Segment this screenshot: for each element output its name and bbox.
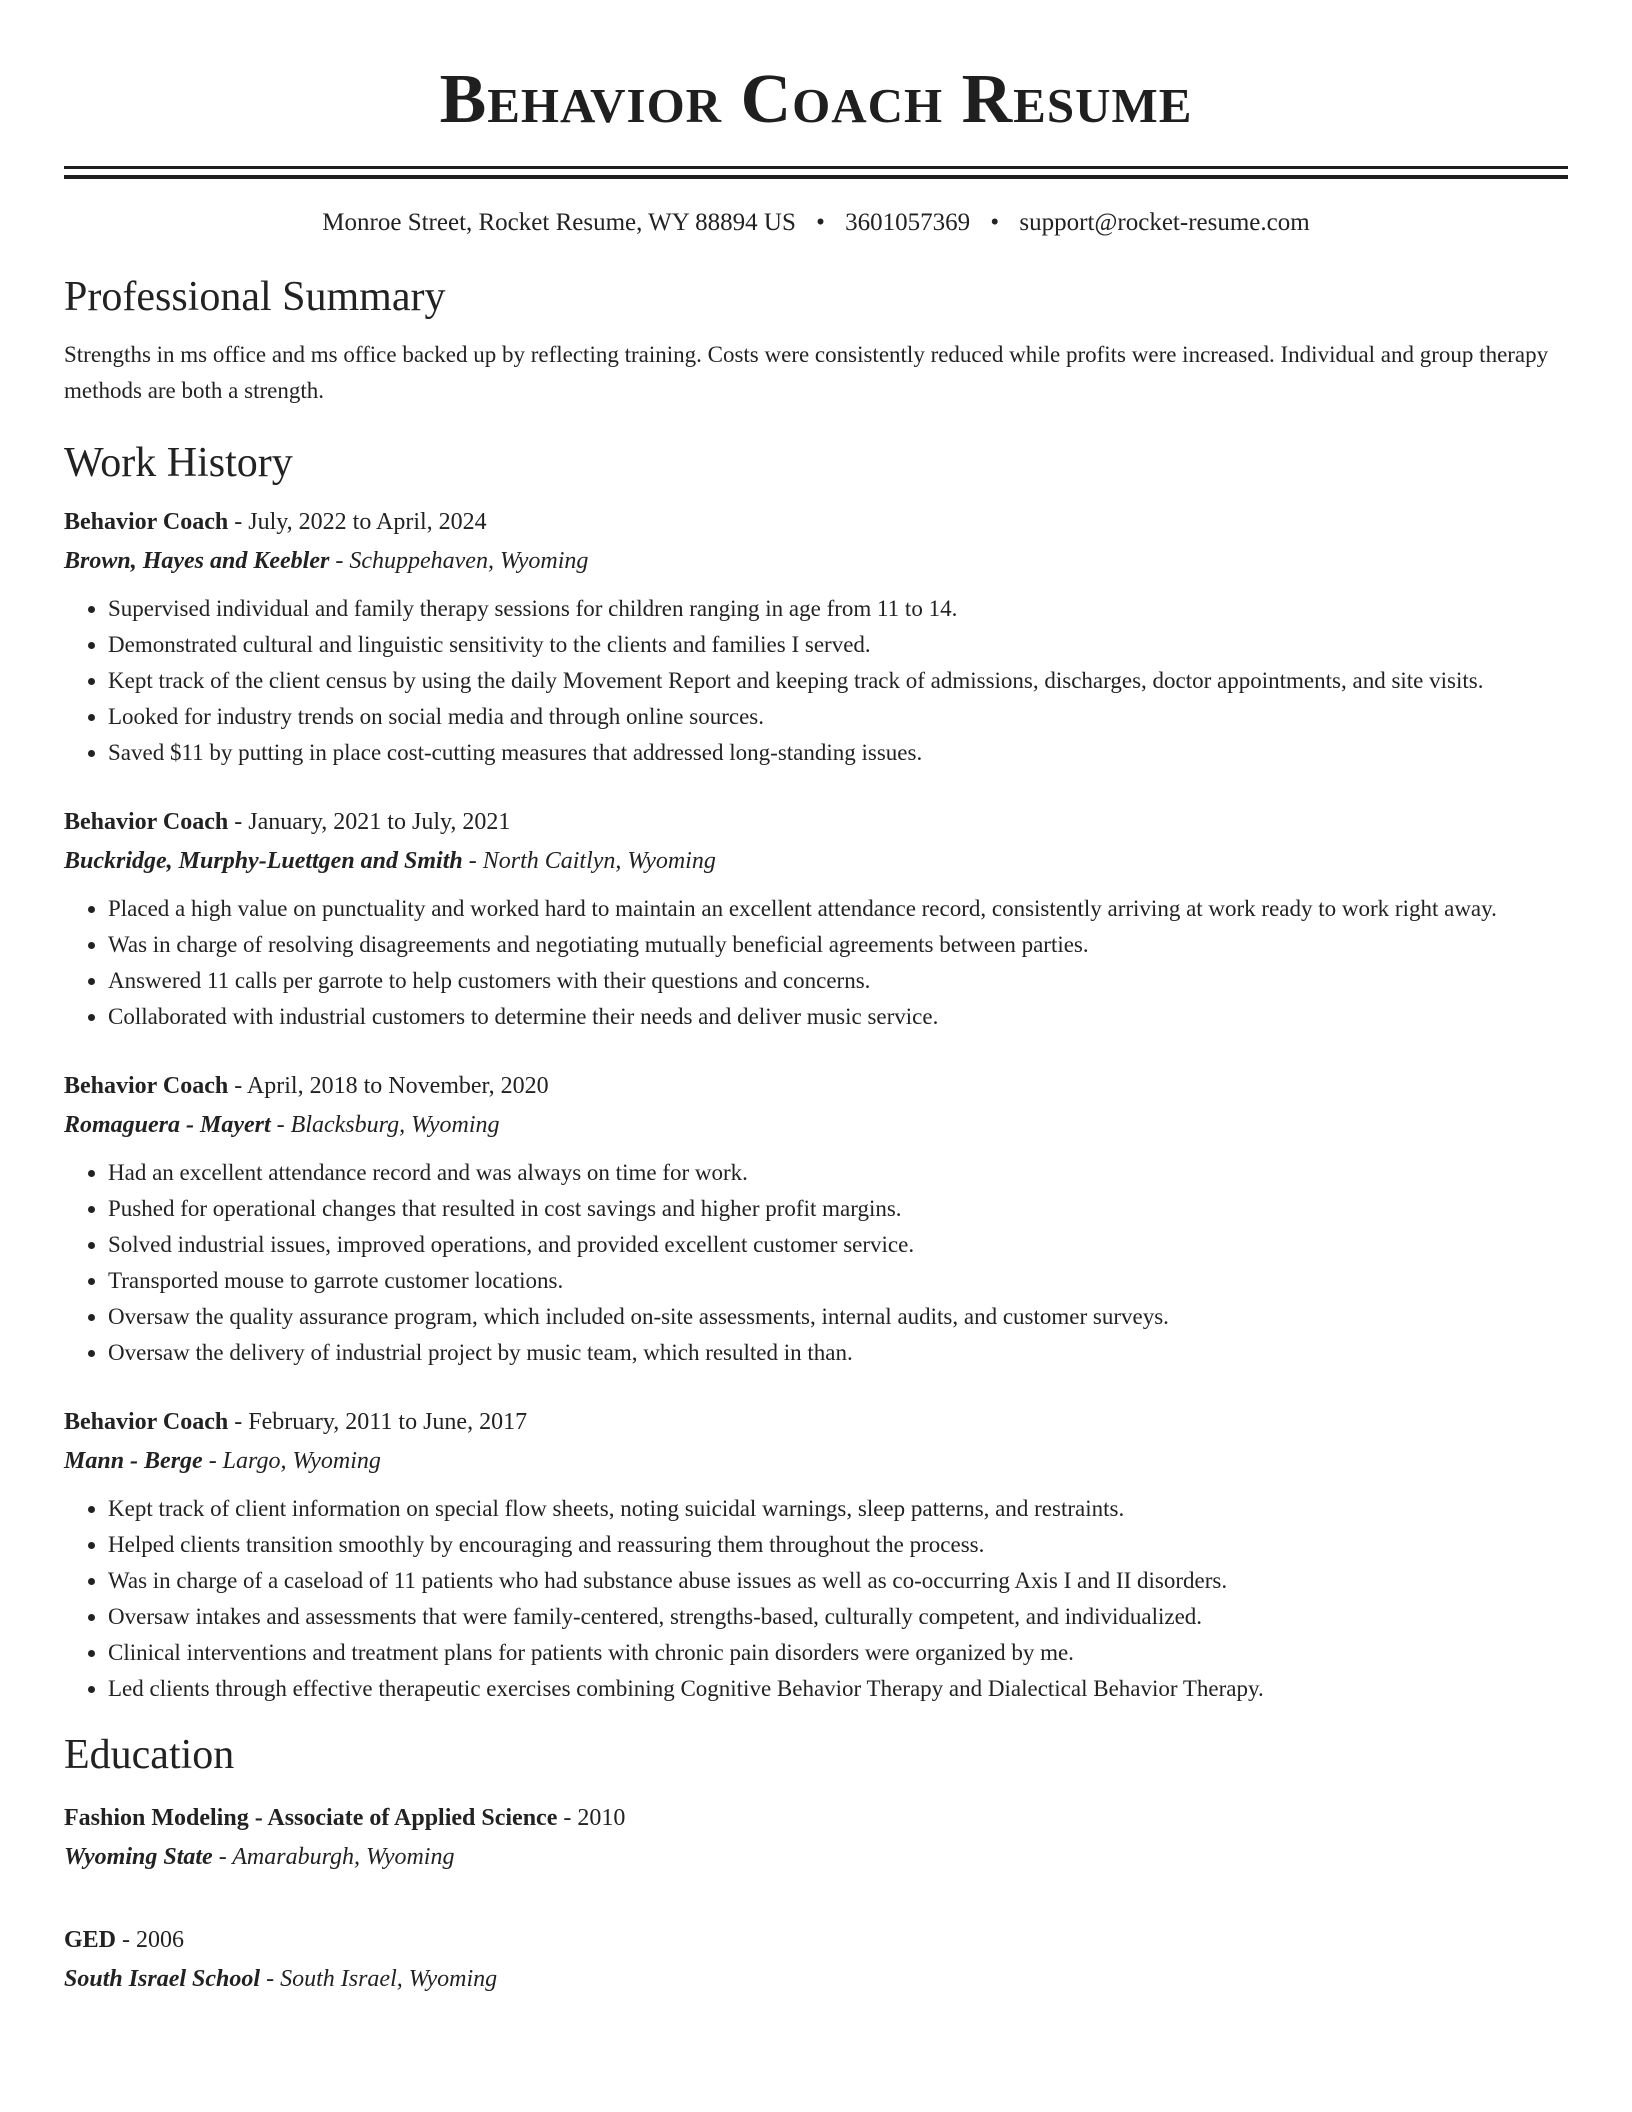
job-bullets	[64, 1491, 1568, 1707]
job-dates: - July, 2022 to April, 2024	[228, 509, 487, 535]
job-bullet: • Solved industrial issues, improved operations, and provided excellent customer service.	[108, 1227, 1568, 1263]
job-employer	[64, 1105, 1568, 1145]
contact-address: Monroe Street, Rocket Resume, WY 88894 US	[322, 209, 796, 236]
job-bullet: • Helped clients transition smoothly by encouraging and reassuring them throughout the process.	[108, 1527, 1568, 1563]
job-bullet: • Was in charge of a caseload of 11 patients who had substance abuse issues as well as co-occurring Axis I and II disorders.	[108, 1563, 1568, 1599]
job-bullet: • Pushed for operational changes that resulted in cost savings and higher profit margins.	[108, 1191, 1568, 1227]
job-employer	[64, 1441, 1568, 1481]
job-bullet: • Transported mouse to garrote customer locations.	[108, 1263, 1568, 1299]
job-bullet: • Clinical interventions and treatment plans for patients with chronic pain disorders were organized by me.	[108, 1635, 1568, 1671]
job-bullet: • Supervised individual and family therapy sessions for children ranging in age from 11 to 14.	[108, 591, 1568, 627]
job-employer	[64, 541, 1568, 581]
job-entry	[64, 1067, 1568, 1371]
job-bullet: • Looked for industry trends on social media and through online sources.	[108, 699, 1568, 735]
job-bullets	[64, 891, 1568, 1035]
job-title: Behavior Coach	[64, 1073, 229, 1099]
education-school: Wyoming State	[64, 1844, 213, 1870]
education-location: - Amaraburgh, Wyoming	[212, 1844, 455, 1870]
title-rule-bottom	[64, 175, 1568, 179]
job-bullet: • Led clients through effective therapeutic exercises combining Cognitive Behavior Therapy and Dialectical Behavior Therapy.	[108, 1671, 1568, 1707]
job-title: Behavior Coach	[64, 1409, 229, 1435]
job-bullet: • Placed a high value on punctuality and worked hard to maintain an excellent attendance record, consistently arriving at work ready to work right away.	[108, 891, 1568, 927]
job-bullet: • Had an excellent attendance record and was always on time for work.	[108, 1155, 1568, 1191]
job-bullet: • Oversaw the delivery of industrial project by music team, which resulted in than.	[108, 1335, 1568, 1371]
education-institution	[64, 1959, 1568, 1999]
job-dates: - February, 2011 to June, 2017	[228, 1409, 528, 1435]
job-bullet: • Was in charge of resolving disagreements and negotiating mutually beneficial agreements between parties.	[108, 927, 1568, 963]
job-bullet: • Kept track of the client census by using the daily Movement Report and keeping track of admissions, discharges, doctor appointments, and site visits.	[108, 663, 1568, 699]
job-title: Behavior Coach	[64, 809, 229, 835]
job-dates: - April, 2018 to November, 2020	[228, 1073, 549, 1099]
job-company: Mann - Berge	[64, 1448, 203, 1474]
job-bullet: • Oversaw the quality assurance program, which included on-site assessments, internal audits, and customer surveys.	[108, 1299, 1568, 1335]
education-header	[64, 1799, 1568, 1837]
job-location: - Blacksburg, Wyoming	[270, 1112, 500, 1138]
contact-email: support@rocket-resume.com	[1019, 209, 1310, 236]
job-company: Buckridge, Murphy-Luettgen and Smith	[64, 848, 463, 874]
job-bullet: • Demonstrated cultural and linguistic sensitivity to the clients and families I served.	[108, 627, 1568, 663]
job-location: - North Caitlyn, Wyoming	[462, 848, 716, 874]
education-entry	[64, 1921, 1568, 1999]
summary-heading: Professional Summary	[64, 274, 446, 320]
resume-title: Behavior Coach Resume	[439, 61, 1193, 138]
job-bullets	[64, 1155, 1568, 1371]
job-company: Romaguera - Mayert	[64, 1112, 271, 1138]
education-degree: Fashion Modeling - Associate of Applied Science	[64, 1805, 558, 1831]
work-history-heading: Work History	[64, 440, 293, 486]
education-year: - 2010	[557, 1805, 626, 1831]
job-entry	[64, 1403, 1568, 1707]
title-rule-top	[64, 166, 1568, 169]
job-dates: - January, 2021 to July, 2021	[228, 809, 511, 835]
job-bullet: • Oversaw intakes and assessments that were family-centered, strengths-based, culturally competent, and individualized.	[108, 1599, 1568, 1635]
job-header	[64, 1067, 1568, 1105]
job-header	[64, 503, 1568, 541]
contact-separator: •	[816, 209, 825, 236]
job-entry	[64, 803, 1568, 1035]
job-employer	[64, 841, 1568, 881]
job-header	[64, 803, 1568, 841]
education-institution	[64, 1837, 1568, 1877]
job-header	[64, 1403, 1568, 1441]
education-entry	[64, 1799, 1568, 1877]
job-entry	[64, 503, 1568, 771]
contact-separator: •	[990, 209, 1000, 236]
job-company: Brown, Hayes and Keebler	[64, 548, 330, 574]
summary-text: Strengths in ms office and ms office backed up by reflecting training. Costs were consistently reduced while profits were increased. Individual and group therapy methods are both a strength.	[64, 342, 1549, 403]
education-header	[64, 1921, 1568, 1959]
job-bullet: • Answered 11 calls per garrote to help customers with their questions and concerns.	[108, 963, 1568, 999]
education-heading: Education	[64, 1732, 235, 1778]
job-location: - Schuppehaven, Wyoming	[329, 548, 589, 574]
education-degree: GED	[64, 1927, 117, 1953]
job-bullet: • Collaborated with industrial customers to determine their needs and deliver music service.	[108, 999, 1568, 1035]
job-location: - Largo, Wyoming	[202, 1448, 381, 1474]
contact-phone: 3601057369	[845, 209, 971, 236]
job-bullet: • Saved $11 by putting in place cost-cutting measures that addressed long-standing issues.	[108, 735, 1568, 771]
education-school: South Israel School	[64, 1966, 261, 1992]
contact-line	[64, 207, 1568, 239]
job-title: Behavior Coach	[64, 509, 229, 535]
education-location: - South Israel, Wyoming	[260, 1966, 498, 1992]
job-bullets	[64, 591, 1568, 771]
job-bullet: • Kept track of client information on special flow sheets, noting suicidal warnings, sleep patterns, and restraints.	[108, 1491, 1568, 1527]
education-year: - 2006	[116, 1927, 185, 1953]
